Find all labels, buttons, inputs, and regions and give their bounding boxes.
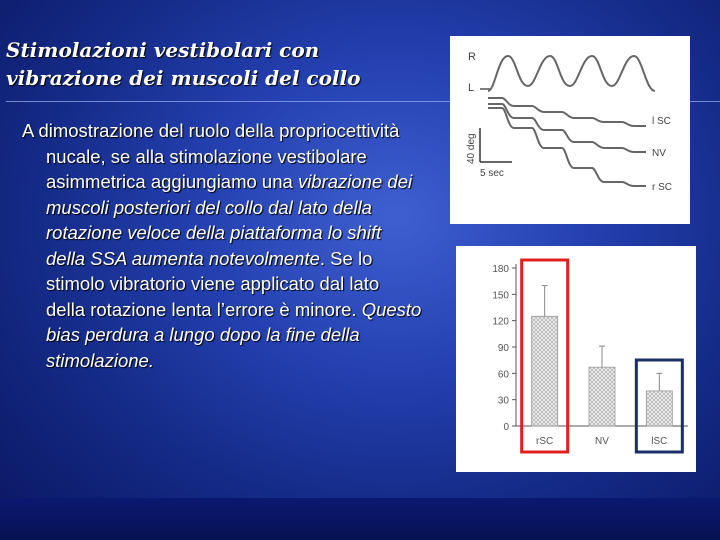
y-tick-label: 30 [497, 395, 509, 407]
body-segment-4: Questo bias perdura a lungo dopo la fine della stimolazione. [46, 298, 422, 371]
body-segment-3: . Se lo stimolo vibratorio viene applicato dal lato della rotazione lenta l’errore è minore. [46, 247, 380, 320]
trace-label-r: R [468, 51, 476, 63]
x-tick-label-NV: NV [595, 436, 609, 447]
slide-title [6, 36, 446, 92]
body-segment-1: A dimostrazione del ruolo della propriocettività nucale, se alla stimolazione vestibolare asimmetrica aggiungiamo una [22, 120, 400, 192]
y-tick-label: 0 [503, 422, 509, 433]
y-tick-label: 180 [492, 264, 509, 275]
body-paragraph [20, 118, 422, 373]
scale-x-label: 5 sec [480, 168, 504, 179]
y-tick-label: 90 [497, 343, 509, 354]
trace-lsc [488, 98, 646, 126]
trace-label-rsc: r SC [652, 182, 672, 193]
bar-NV [589, 367, 615, 426]
trace-label-l: L [468, 82, 475, 94]
slide-title-line-2: vibrazione dei muscoli del collo [6, 66, 361, 90]
y-tick-label: 120 [492, 316, 509, 328]
trace-label-lsc: l SC [652, 116, 671, 127]
bar-chart [456, 246, 696, 472]
x-tick-label-rSC: rSC [536, 436, 554, 447]
scale-y-label: 40 deg [466, 133, 477, 164]
bar-rSC [532, 316, 558, 426]
body-text [22, 118, 422, 373]
chart-layer [492, 260, 688, 452]
bar-lSC [646, 391, 672, 426]
slide-title-line-1: Stimolazioni vestibolari con [6, 38, 320, 62]
trace-label-nv: NV [652, 148, 666, 159]
body-segment-2: vibrazione dei muscoli posteriori del collo dal lato della rotazione veloce della piattaforma lo shift della SSA aumenta notevolmente [46, 171, 413, 269]
trace-figure-svg [450, 36, 690, 224]
y-tick-label: 60 [497, 369, 509, 381]
y-tick-label: 150 [492, 290, 509, 302]
trace-rsc [488, 108, 646, 186]
trace-stimulus [488, 56, 655, 91]
footer-strip [0, 498, 720, 540]
trace-figure [450, 36, 690, 224]
x-tick-label-lSC: lSC [651, 436, 668, 447]
bar-chart-panel [456, 246, 696, 472]
